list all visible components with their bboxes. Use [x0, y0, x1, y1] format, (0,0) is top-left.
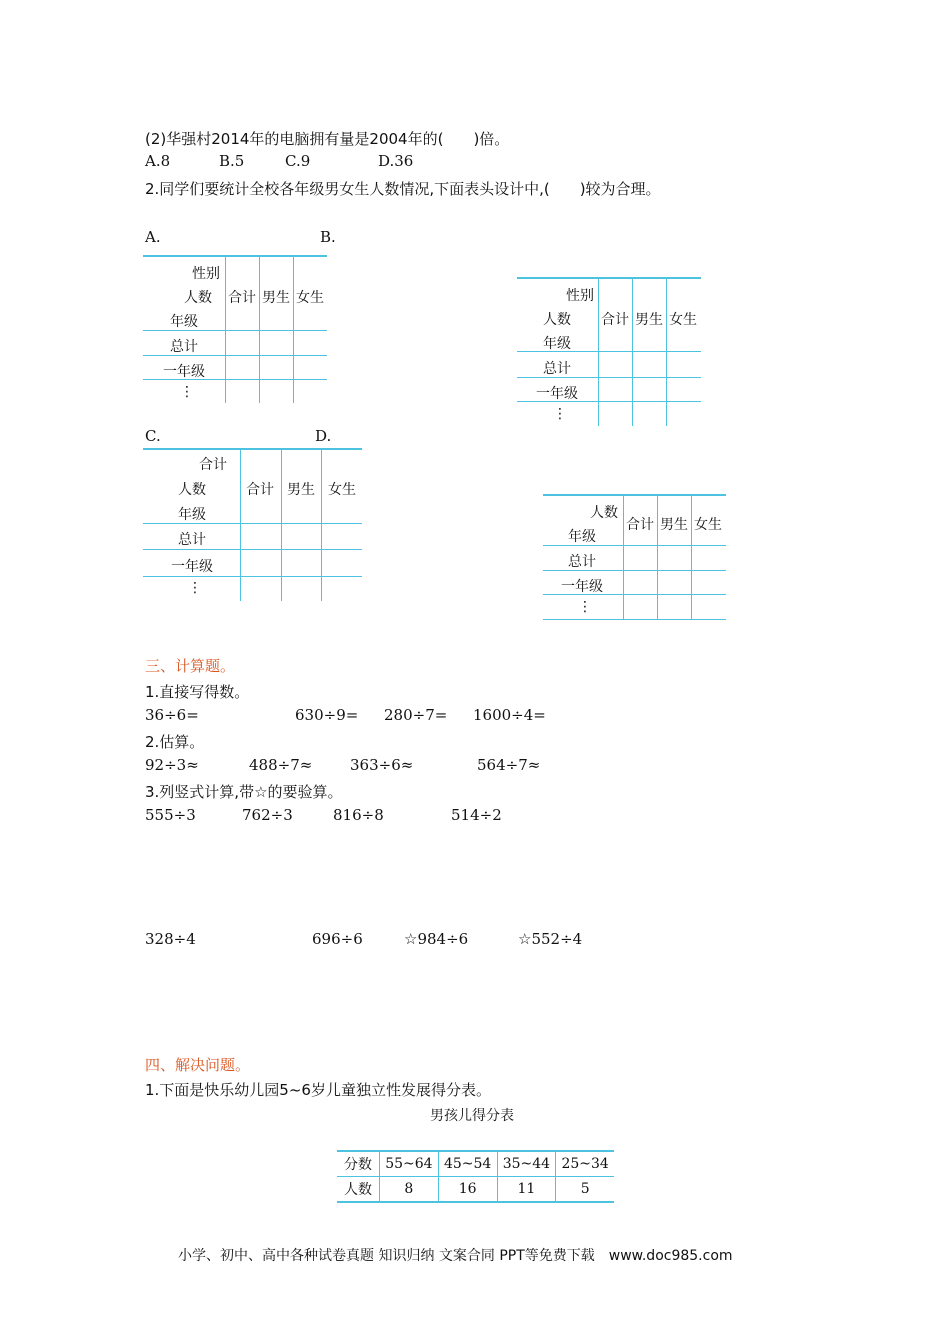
option-a: A.8: [145, 152, 171, 170]
vertical-calc-item: ☆552÷4: [518, 930, 583, 948]
score-table-title: 男孩儿得分表: [430, 1108, 514, 1124]
vertical-calc-item: ☆984÷6: [404, 930, 469, 948]
vertical-calc-item: 696÷6: [312, 930, 363, 948]
section-3-q1: 1.直接写得数。: [145, 683, 250, 701]
section-3-q2: 2.估算。: [145, 733, 205, 751]
section-4-q1: 1.下面是快乐幼儿园5~6岁儿童独立性发展得分表。: [145, 1081, 491, 1099]
vertical-calc-item: 555÷3: [145, 806, 196, 824]
estimate-item: 92÷3≈: [145, 756, 199, 774]
vertical-calc-item: 762÷3: [242, 806, 293, 824]
label-d: D.: [315, 427, 332, 445]
label-a: A.: [145, 228, 161, 246]
calc-item: 630÷9=: [295, 706, 359, 724]
estimate-item: 564÷7≈: [477, 756, 541, 774]
calc-item: 280÷7=: [384, 706, 448, 724]
vertical-calc-item: 514÷2: [451, 806, 502, 824]
label-c: C.: [145, 427, 161, 445]
calc-item: 36÷6=: [145, 706, 199, 724]
option-b: B.5: [219, 152, 245, 170]
table-row: 分数 55~64 45~54 35~44 25~34: [337, 1151, 614, 1177]
option-d: D.36: [378, 152, 414, 170]
estimate-item: 363÷6≈: [350, 756, 414, 774]
vertical-calc-item: 816÷8: [333, 806, 384, 824]
vertical-calc-item: 328÷4: [145, 930, 196, 948]
footer-text: 小学、初中、高中各种试卷真题 知识归纳 文案合同 PPT等免费下载 www.doc985.com: [178, 1248, 733, 1264]
estimate-item: 488÷7≈: [249, 756, 313, 774]
calc-item: 1600÷4=: [473, 706, 546, 724]
table-row: 人数 8 16 11 5: [337, 1177, 614, 1203]
section-3-title: 三、计算题。: [145, 657, 236, 675]
section-3-q3: 3.列竖式计算,带☆的要验算。: [145, 783, 343, 801]
score-table: [337, 1150, 614, 1203]
question-2-2: (2)华强村2014年的电脑拥有量是2004年的( )倍。: [145, 130, 510, 148]
label-b: B.: [320, 228, 336, 246]
option-c: C.9: [285, 152, 311, 170]
question-2: 2.同学们要统计全校各年级男女生人数情况,下面表头设计中,( )较为合理。: [145, 180, 661, 198]
section-4-title: 四、解决问题。: [145, 1056, 251, 1074]
